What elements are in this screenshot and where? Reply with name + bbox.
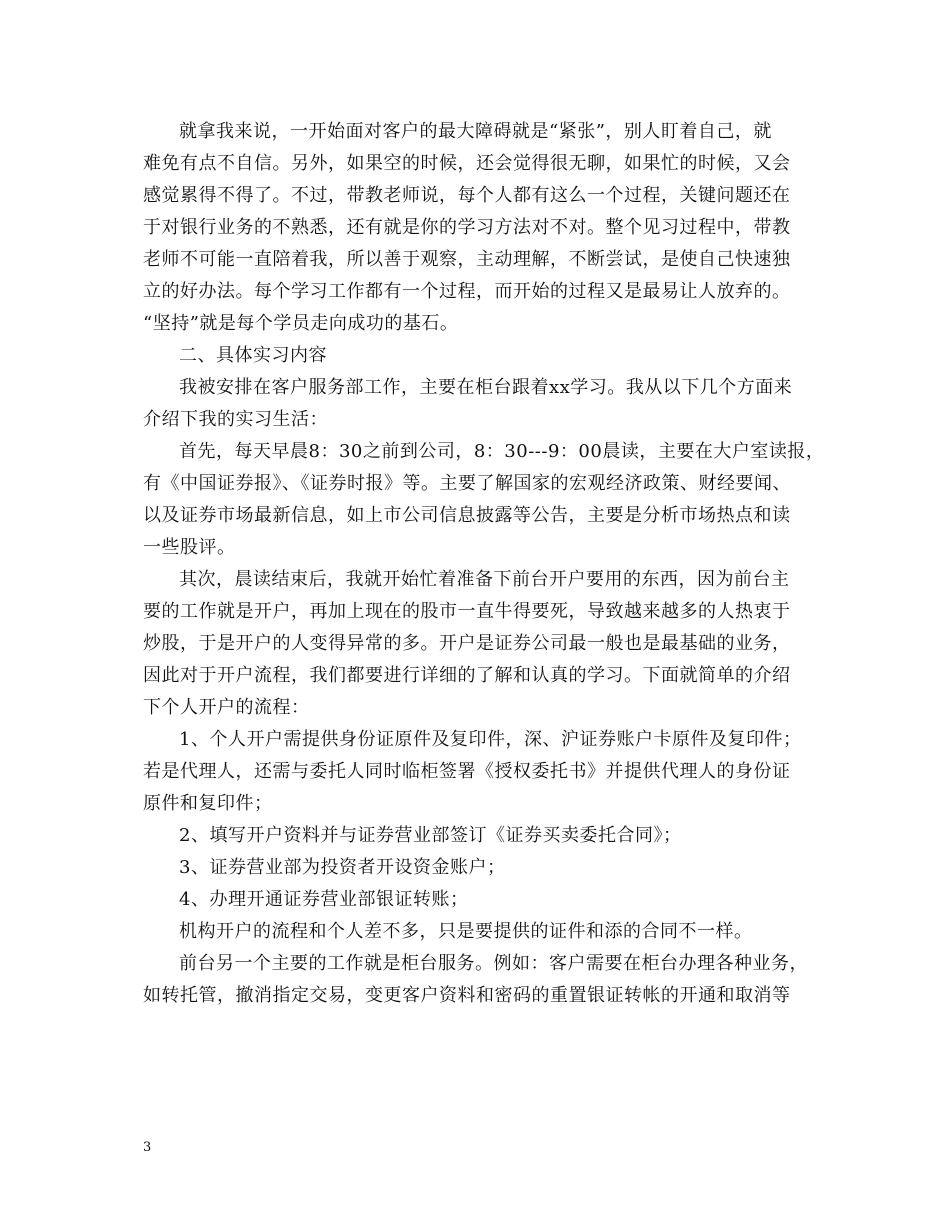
text-line: 一些股评。 — [143, 537, 236, 558]
text-line: 首先，每天早晨8：30之前到公司，8：30---9：00晨读，主要在大户室读报， — [179, 441, 825, 462]
text-line: 其次，晨读结束后，我就开始忙着准备下前台开户要用的东西，因为前台主 — [179, 569, 790, 590]
text-line: 介绍下我的实习生活： — [143, 409, 328, 430]
text-line: 我被安排在客户服务部工作，主要在柜台跟着xx学习。我从以下几个方面来 — [179, 377, 793, 398]
text-line: 若是代理人，还需与委托人同时临柜签署《授权委托书》并提供代理人的身份证 — [143, 761, 791, 782]
text-line: 老师不可能一直陪着我，所以善于观察，主动理解，不断尝试，是使自己快速独 — [143, 249, 791, 270]
text-line: 2、填写开户资料并与证券营业部签订《证券买卖委托合同》； — [179, 825, 682, 846]
text-line: 二、具体实习内容 — [179, 345, 327, 366]
text-line: 于对银行业务的不熟悉，还有就是你的学习方法对不对。整个见习过程中，带教 — [143, 217, 791, 238]
text-line: 下个人开户的流程： — [143, 697, 310, 718]
text-line: 感觉累得不得了。不过，带教老师说，每个人都有这么一个过程，关键问题还在 — [143, 185, 791, 206]
text-line: 立的好办法。每个学习工作都有一个过程，而开始的过程又是最易让人放弃的。 — [143, 281, 791, 302]
text-line: 4、办理开通证券营业部银证转账； — [179, 889, 469, 910]
text-line: 就拿我来说，一开始面对客户的最大障碍就是“紧张”，别人盯着自己，就 — [179, 121, 772, 142]
text-line: 1、个人开户需提供身份证原件及复印件，深、沪证券账户卡原件及复印件； — [179, 729, 802, 750]
text-line: 难免有点不自信。另外，如果空的时候，还会觉得很无聊，如果忙的时候，又会 — [143, 153, 791, 174]
text-line: “坚持”就是每个学员走向成功的基石。 — [143, 313, 459, 334]
text-line: 要的工作就是开户，再加上现在的股市一直牛得要死，导致越来越多的人热衷于 — [143, 601, 791, 622]
text-line: 有《中国证券报》、《证券时报》等。主要了解国家的宏观经济政策、财经要闻、 — [143, 473, 791, 494]
text-line: 机构开户的流程和个人差不多，只是要提供的证件和添的合同不一样。 — [179, 921, 753, 942]
text-line: 以及证券市场最新信息，如上市公司信息披露等公告，主要是分析市场热点和读 — [143, 505, 791, 526]
text-line: 如转托管，撤消指定交易，变更客户资料和密码的重置银证转帐的开通和取消等 — [143, 985, 791, 1006]
text-line: 前台另一个主要的工作就是柜台服务。例如：客户需要在柜台办理各种业务， — [179, 953, 808, 974]
text-line: 3、证券营业部为投资者开设资金账户； — [179, 857, 506, 878]
text-line: 原件和复印件； — [143, 793, 273, 814]
text-line: 因此对于开户流程，我们都要进行详细的了解和认真的学习。下面就简单的介绍 — [143, 665, 791, 686]
text-line: 炒股，于是开户的人变得异常的多。开户是证券公司最一般也是最基础的业务， — [143, 633, 791, 654]
page-number: 3 — [143, 1140, 152, 1155]
body-text — [143, 116, 833, 1012]
